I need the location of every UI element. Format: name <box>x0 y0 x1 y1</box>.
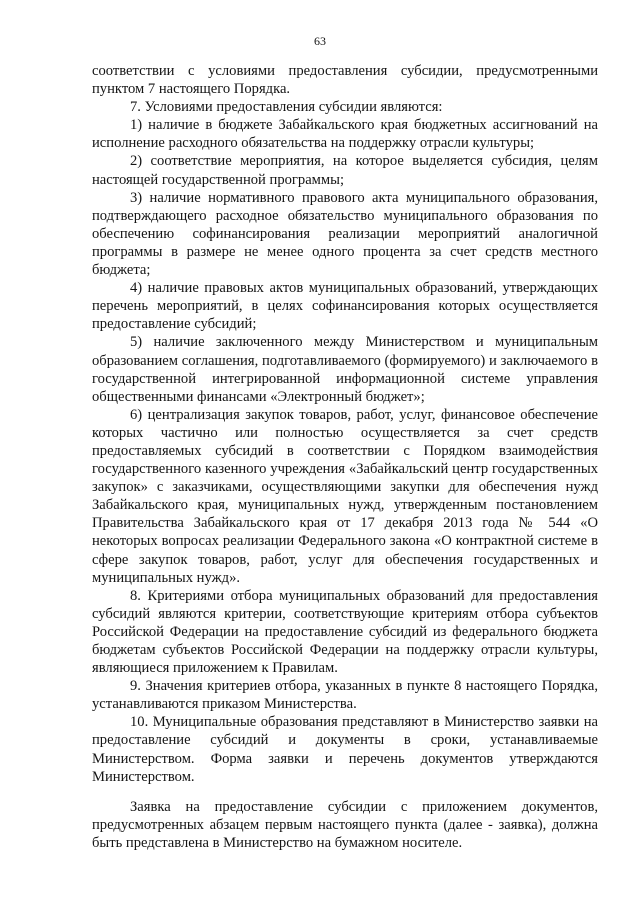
document-body <box>92 62 598 852</box>
page-number: 63 <box>314 34 326 48</box>
paragraph-application: Заявка на предоставление субсидии с приложением документов, предусмотренных абзацем первым настоящего пункта (далее - заявка), должна быть представлена в Министерство на бумажном носителе. <box>92 798 598 851</box>
paragraph-continuation: соответствии с условиями предоставления субсидии, предусмотренными пунктом 7 настоящего Порядка. <box>92 63 598 98</box>
paragraph-item-10: 10. Муниципальные образования представляют в Министерство заявки на предоставление субсидий и документы в сроки, устанавливаемые Министерством. Форма заявки и перечень документов утверждаются Министерством. <box>92 714 598 785</box>
paragraph-condition-6: 6) централизация закупок товаров, работ, услуг, финансовое обеспечение которых частично или полностью осуществляется за счет средств предоставляемых субсидий в соответствии с Порядком взаимодействия государственного казенного учреждения «Забайкальский центр государственных закупок» с заказчиками, осуществляющими закупки для обеспечения нужд Забайкальского края, муниципальных нужд, утвержденным постановлением Правительства Забайкальского края от 17 декабря 2013 года № 544 «О некоторых вопросах реализации Федерального закона «О контрактной системе в сфере закупок товаров, работ, услуг для обеспечения государственных и муниципальных нужд». <box>92 406 598 586</box>
paragraph-condition-1: 1) наличие в бюджете Забайкальского края бюджетных ассигнований на исполнение расходного обязательства на поддержку отрасли культуры; <box>92 117 598 152</box>
paragraph-item-7: 7. Условиями предоставления субсидии являются: <box>130 99 443 116</box>
paragraph-item-9: 9. Значения критериев отбора, указанных в пункте 8 настоящего Порядка, устанавливаются приказом Министерства. <box>92 678 598 713</box>
paragraph-condition-5: 5) наличие заключенного между Министерством и муниципальным образованием соглашения, подготавливаемого (формируемого) и заключаемого в государственной интегрированной информационной системе управления общественными финансами «Электронный бюджет»; <box>92 334 598 405</box>
paragraph-item-8: 8. Критериями отбора муниципальных образований для предоставления субсидий являются критерии, соответствующие критериям отбора субъектов Российской Федерации на предоставление субсидий из федерального бюджета бюджетам субъектов Российской Федерации на поддержку отрасли культуры, являющиеся приложением к Правилам. <box>92 587 598 677</box>
paragraph-condition-3: 3) наличие нормативного правового акта муниципального образования, подтверждающего расходное обязательство муниципального образования по обеспечению софинансирования реализации мероприятий аналогичной программы в размере не менее одного процента за счет средств местного бюджета; <box>92 189 598 279</box>
paragraph-condition-2: 2) соответствие мероприятия, на которое выделяется субсидия, целям настоящей государственной программы; <box>92 153 598 188</box>
paragraph-condition-4: 4) наличие правовых актов муниципальных образований, утверждающих перечень мероприятий, в целях софинансирования которых осуществляется предоставление субсидий; <box>92 280 598 333</box>
